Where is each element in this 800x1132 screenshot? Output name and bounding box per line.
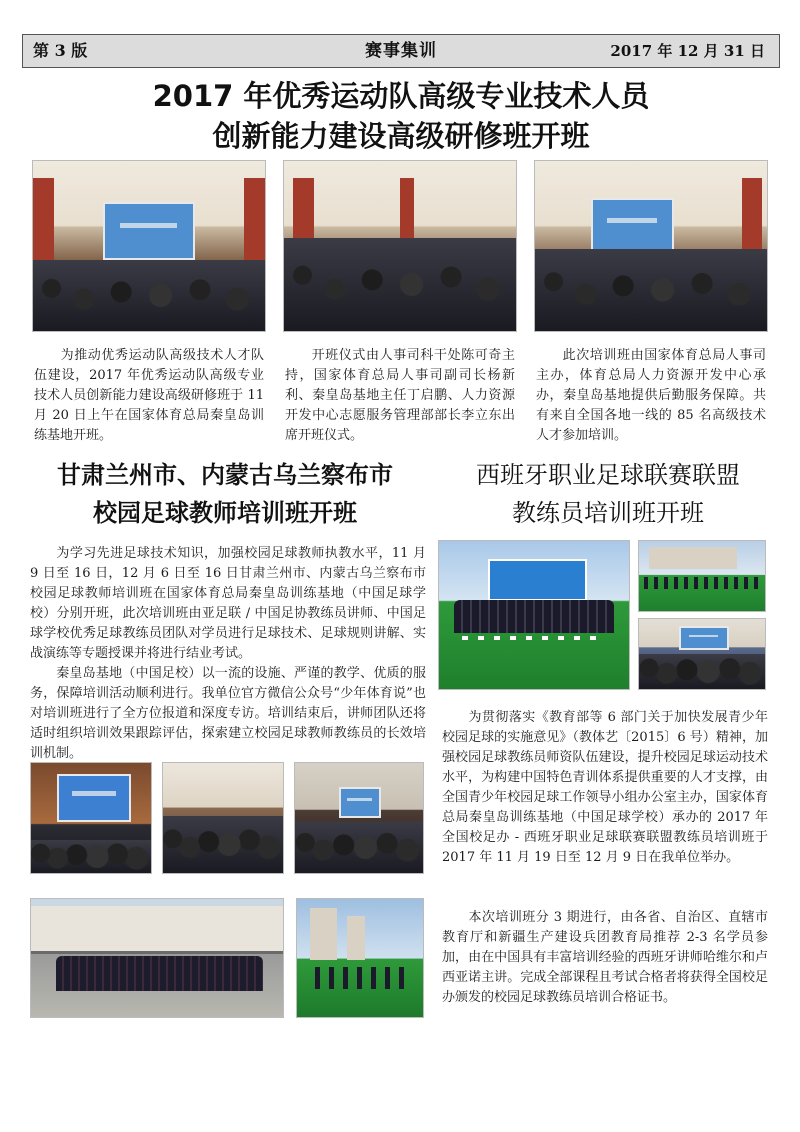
article3-headline [436,456,780,532]
article3-para1: 为贯彻落实《教育部等 6 部门关于加快发展青少年校园足球的实施意见》（教体艺〔2015〕6 号）精神，加强校园足球教练员师资队伍建设，提升校园足球运动技术水平，为构建中国特色青训体系提供重要的人才支撑，由全国青少年校园足球工作领导小组办公室主办，国家体育总局秦皇岛训练基地（中国足球学校）承办的 2017 年全国校足办 - 西班牙职业足球联赛联盟教练员培训班于 2017 年 11 月 19 日至 12 月 9 日在我单位举办。 [442,710,768,865]
article2-photo-2 [162,762,284,874]
article1-col3: 此次培训班由国家体育总局人事司主办，体育总局人力资源开发中心承办，秦皇岛基地提供后勤服务保障。共有来自全国各地一线的 85 名高级技术人才参加培训。 [536,348,766,443]
page-header [22,34,780,68]
article3-photo-3 [638,618,766,690]
article1-photo-3 [534,160,768,332]
article3-photo-2 [638,540,766,612]
article1-col1: 为推动优秀运动队高级技术人才队伍建设，2017 年优秀运动队高级专业技术人员创新能力建设高级研修班于 11 月 20 日上午在国家体育总局秦皇岛训练基地开班。 [34,348,264,443]
article1-photo-2 [283,160,517,332]
article2-para1: 为学习先进足球技术知识，加强校园足球教师执教水平，11 月 9 日至 16 日，12 月 6 日至 16 日甘肃兰州市、内蒙古乌兰察布市校园足球教师培训班在国家体育总局秦皇岛训练基地（中国足球学校）分别开班，此次培训班由亚足联 / 中国足协教练员讲师、中国足球学校优秀足球教练员团队对学员进行足球技术、足球规则讲解、实战演练等专题授课并将进行结业考试。 [30,546,426,661]
article1-col2: 开班仪式由人事司科干处陈可奇主持，国家体育总局人事司副司长杨新利、秦皇岛基地主任丁启鹏、人力资源开发中心志愿服务管理部部长李立东出席开班仪式。 [285,348,515,443]
page-number: 第 3 版 [33,41,88,60]
article3-photo-1 [438,540,630,690]
section-title: 赛事集训 [365,41,437,61]
article2-headline [20,456,430,532]
article1-headline [22,76,780,156]
article2-title-line2: 校园足球教师培训班开班 [93,499,357,527]
issue-date: 2017 年 12 月 31 日 [610,42,765,60]
article1-title-line2: 创新能力建设高级研修班开班 [212,119,590,153]
article2-photo-4 [30,898,284,1018]
article2-photo-1 [30,762,152,874]
article2-title-line1: 甘肃兰州市、内蒙古乌兰察布市 [57,461,393,489]
article1-title-line1: 2017 年优秀运动队高级专业技术人员 [152,79,650,113]
article2-photo-5 [296,898,424,1018]
article2-photo-3 [294,762,424,874]
article3-title-line1: 西班牙职业足球联赛联盟 [476,461,740,489]
article1-photo-1 [32,160,266,332]
article3-title-line2: 教练员培训班开班 [512,499,704,527]
article3-para2: 本次培训班分 3 期进行，由各省、自治区、直辖市教育厅和新疆生产建设兵团教育局推荐 2-3 名学员参加，由在中国具有丰富培训经验的西班牙讲师哈维尔和卢西亚诺主讲。完成全部课程且考试合格者将获得全国校足办颁发的校园足球教练员培训合格证书。 [442,910,768,1005]
article2-para2: 秦皇岛基地（中国足校）以一流的设施、严谨的教学、优质的服务，保障培训活动顺利进行。我单位官方微信公众号“少年体育说”也对培训班进行了全方位报道和深度专访。培训结束后，讲师团队还将适时组织培训效果跟踪评估，探索建立校园足球教师教练员的长效培训机制。 [30,666,426,761]
